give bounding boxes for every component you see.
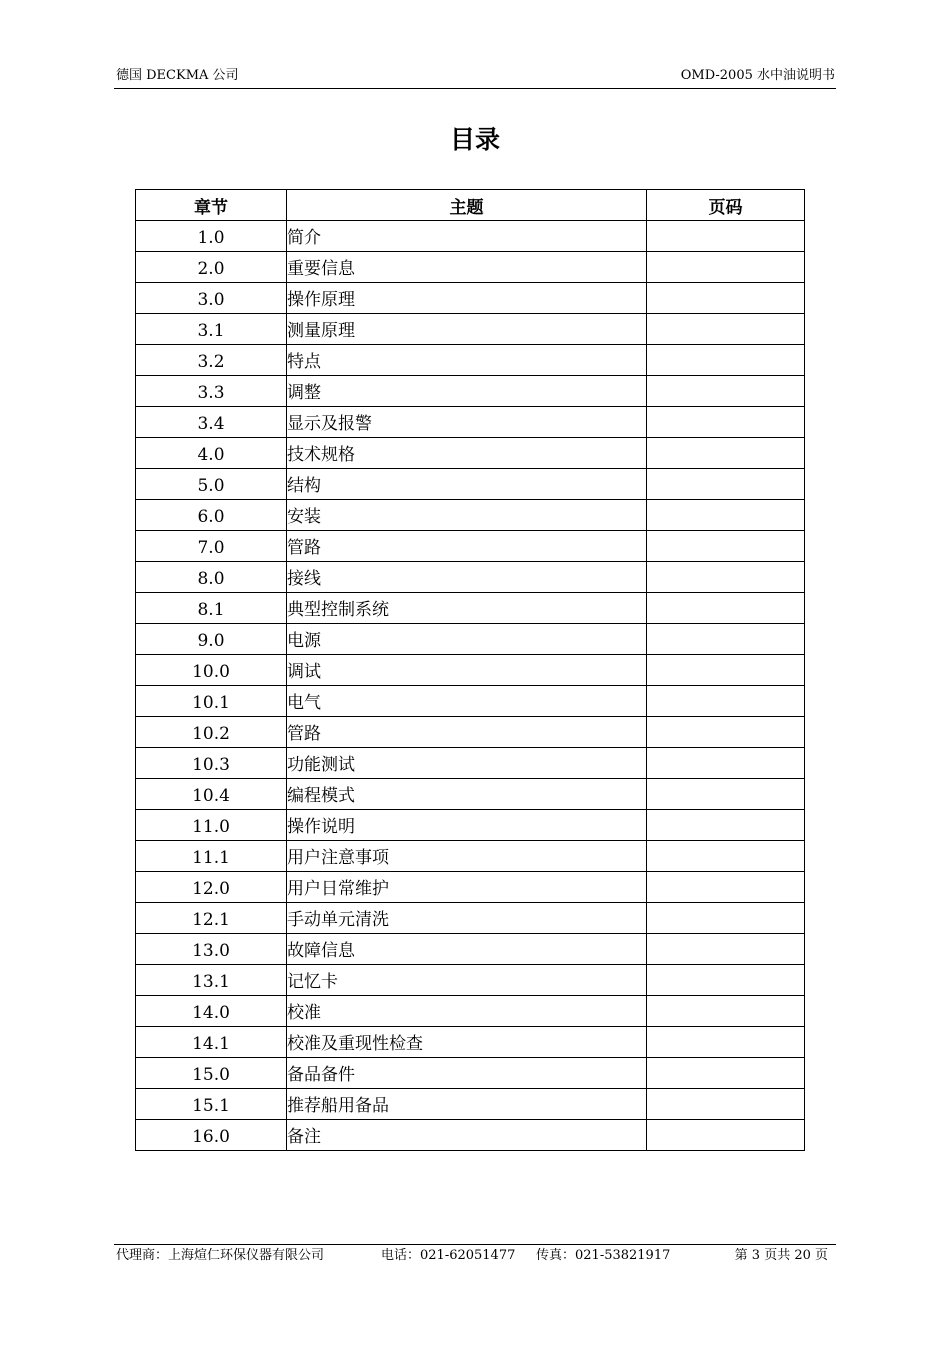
table-row bbox=[136, 562, 805, 593]
toc-section-number: 8.0 bbox=[136, 562, 287, 593]
table-row bbox=[136, 221, 805, 252]
toc-page-number bbox=[647, 655, 805, 686]
toc-section-number: 11.0 bbox=[136, 810, 287, 841]
toc-section-number: 8.1 bbox=[136, 593, 287, 624]
toc-section-number: 3.1 bbox=[136, 314, 287, 345]
toc-section-number: 13.0 bbox=[136, 934, 287, 965]
table-row bbox=[136, 345, 805, 376]
toc-topic: 电源 bbox=[287, 624, 647, 655]
toc-topic: 记忆卡 bbox=[287, 965, 647, 996]
toc-section-number: 1.0 bbox=[136, 221, 287, 252]
toc-topic: 调试 bbox=[287, 655, 647, 686]
table-row bbox=[136, 500, 805, 531]
toc-topic: 接线 bbox=[287, 562, 647, 593]
toc-topic: 推荐船用备品 bbox=[287, 1089, 647, 1120]
toc-section-number: 14.1 bbox=[136, 1027, 287, 1058]
table-row bbox=[136, 593, 805, 624]
table-row bbox=[136, 996, 805, 1027]
toc-topic: 特点 bbox=[287, 345, 647, 376]
table-row bbox=[136, 624, 805, 655]
page-title: 目录 bbox=[449, 125, 500, 154]
table-row bbox=[136, 934, 805, 965]
toc-page-number bbox=[647, 686, 805, 717]
toc-topic: 操作原理 bbox=[287, 283, 647, 314]
table-row bbox=[136, 376, 805, 407]
toc-page-number bbox=[647, 903, 805, 934]
table-row bbox=[136, 779, 805, 810]
toc-section-number: 15.1 bbox=[136, 1089, 287, 1120]
toc-topic: 用户注意事项 bbox=[287, 841, 647, 872]
toc-section-number: 3.2 bbox=[136, 345, 287, 376]
table-row bbox=[136, 1120, 805, 1151]
toc-page-number bbox=[647, 221, 805, 252]
toc-section-number: 5.0 bbox=[136, 469, 287, 500]
table-row bbox=[136, 810, 805, 841]
toc-topic: 备注 bbox=[287, 1120, 647, 1151]
toc-topic: 测量原理 bbox=[287, 314, 647, 345]
toc-body bbox=[136, 221, 805, 1151]
toc-page-number bbox=[647, 624, 805, 655]
table-row bbox=[136, 872, 805, 903]
toc-page-number bbox=[647, 717, 805, 748]
toc-section-number: 10.3 bbox=[136, 748, 287, 779]
toc-page-number bbox=[647, 345, 805, 376]
table-row bbox=[136, 965, 805, 996]
header-doc-title: OMD-2005 水中油说明书 bbox=[680, 68, 835, 83]
toc-page-number bbox=[647, 1120, 805, 1151]
toc-page-number bbox=[647, 996, 805, 1027]
table-row bbox=[136, 531, 805, 562]
toc-section-number: 10.0 bbox=[136, 655, 287, 686]
table-row bbox=[136, 1089, 805, 1120]
toc-page-number bbox=[647, 283, 805, 314]
toc-topic: 故障信息 bbox=[287, 934, 647, 965]
toc-section-number: 16.0 bbox=[136, 1120, 287, 1151]
toc-page-number bbox=[647, 779, 805, 810]
toc-topic: 用户日常维护 bbox=[287, 872, 647, 903]
toc-page-number bbox=[647, 934, 805, 965]
toc-section-number: 3.3 bbox=[136, 376, 287, 407]
toc-page-number bbox=[647, 562, 805, 593]
toc-topic: 结构 bbox=[287, 469, 647, 500]
footer-page-number: 第 3 页共 20 页 bbox=[734, 1248, 828, 1263]
toc-page-number bbox=[647, 438, 805, 469]
toc-topic: 校准 bbox=[287, 996, 647, 1027]
toc-section-number: 12.0 bbox=[136, 872, 287, 903]
toc-page-number bbox=[647, 469, 805, 500]
table-row bbox=[136, 1027, 805, 1058]
toc-page-number bbox=[647, 407, 805, 438]
table-row bbox=[136, 1058, 805, 1089]
toc-topic: 显示及报警 bbox=[287, 407, 647, 438]
toc-topic: 电气 bbox=[287, 686, 647, 717]
toc-topic: 备品备件 bbox=[287, 1058, 647, 1089]
table-row bbox=[136, 283, 805, 314]
toc-section-number: 14.0 bbox=[136, 996, 287, 1027]
toc-page-number bbox=[647, 500, 805, 531]
toc-page-number bbox=[647, 376, 805, 407]
toc-page-number bbox=[647, 1089, 805, 1120]
toc-section-number: 4.0 bbox=[136, 438, 287, 469]
toc-page-number bbox=[647, 872, 805, 903]
toc-topic: 手动单元清洗 bbox=[287, 903, 647, 934]
toc-topic: 技术规格 bbox=[287, 438, 647, 469]
table-row bbox=[136, 717, 805, 748]
toc-header-row bbox=[136, 190, 805, 221]
toc-page-number bbox=[647, 1027, 805, 1058]
toc-section-number: 10.1 bbox=[136, 686, 287, 717]
table-row bbox=[136, 438, 805, 469]
toc-page-number bbox=[647, 531, 805, 562]
footer-phone: 电话：021-62051477 bbox=[381, 1248, 516, 1263]
toc-section-number: 11.1 bbox=[136, 841, 287, 872]
toc-topic: 功能测试 bbox=[287, 748, 647, 779]
toc-section-number: 10.2 bbox=[136, 717, 287, 748]
toc-page-number bbox=[647, 748, 805, 779]
toc-section-number: 15.0 bbox=[136, 1058, 287, 1089]
toc-topic: 调整 bbox=[287, 376, 647, 407]
toc-topic: 典型控制系统 bbox=[287, 593, 647, 624]
toc-topic: 管路 bbox=[287, 717, 647, 748]
toc-section-number: 3.0 bbox=[136, 283, 287, 314]
footer-agent: 代理商：上海煊仁环保仪器有限公司 bbox=[116, 1248, 325, 1263]
table-row bbox=[136, 686, 805, 717]
toc-section-number: 2.0 bbox=[136, 252, 287, 283]
toc-topic: 简介 bbox=[287, 221, 647, 252]
table-row bbox=[136, 469, 805, 500]
toc-topic: 编程模式 bbox=[287, 779, 647, 810]
table-row bbox=[136, 314, 805, 345]
toc-page-number bbox=[647, 1058, 805, 1089]
toc-topic: 管路 bbox=[287, 531, 647, 562]
header-company: 德国 DECKMA 公司 bbox=[116, 68, 239, 83]
table-row bbox=[136, 407, 805, 438]
column-header-page: 页码 bbox=[647, 190, 805, 221]
toc-section-number: 12.1 bbox=[136, 903, 287, 934]
toc-page-number bbox=[647, 810, 805, 841]
toc-section-number: 3.4 bbox=[136, 407, 287, 438]
footer-divider bbox=[114, 1244, 836, 1245]
header-divider bbox=[114, 88, 836, 89]
table-row bbox=[136, 252, 805, 283]
table-row bbox=[136, 841, 805, 872]
toc-section-number: 7.0 bbox=[136, 531, 287, 562]
toc-topic: 操作说明 bbox=[287, 810, 647, 841]
toc-page-number bbox=[647, 593, 805, 624]
toc-page-number bbox=[647, 965, 805, 996]
footer-fax: 传真：021-53821917 bbox=[536, 1248, 671, 1263]
table-row bbox=[136, 655, 805, 686]
toc-topic: 重要信息 bbox=[287, 252, 647, 283]
toc-topic: 安装 bbox=[287, 500, 647, 531]
toc-section-number: 13.1 bbox=[136, 965, 287, 996]
toc-section-number: 6.0 bbox=[136, 500, 287, 531]
table-row bbox=[136, 748, 805, 779]
column-header-section: 章节 bbox=[136, 190, 287, 221]
toc-section-number: 10.4 bbox=[136, 779, 287, 810]
table-row bbox=[136, 903, 805, 934]
toc-topic: 校准及重现性检查 bbox=[287, 1027, 647, 1058]
toc-page-number bbox=[647, 314, 805, 345]
column-header-topic: 主题 bbox=[287, 190, 647, 221]
toc-section-number: 9.0 bbox=[136, 624, 287, 655]
toc-table bbox=[135, 189, 805, 1151]
toc-page-number bbox=[647, 841, 805, 872]
toc-page-number bbox=[647, 252, 805, 283]
